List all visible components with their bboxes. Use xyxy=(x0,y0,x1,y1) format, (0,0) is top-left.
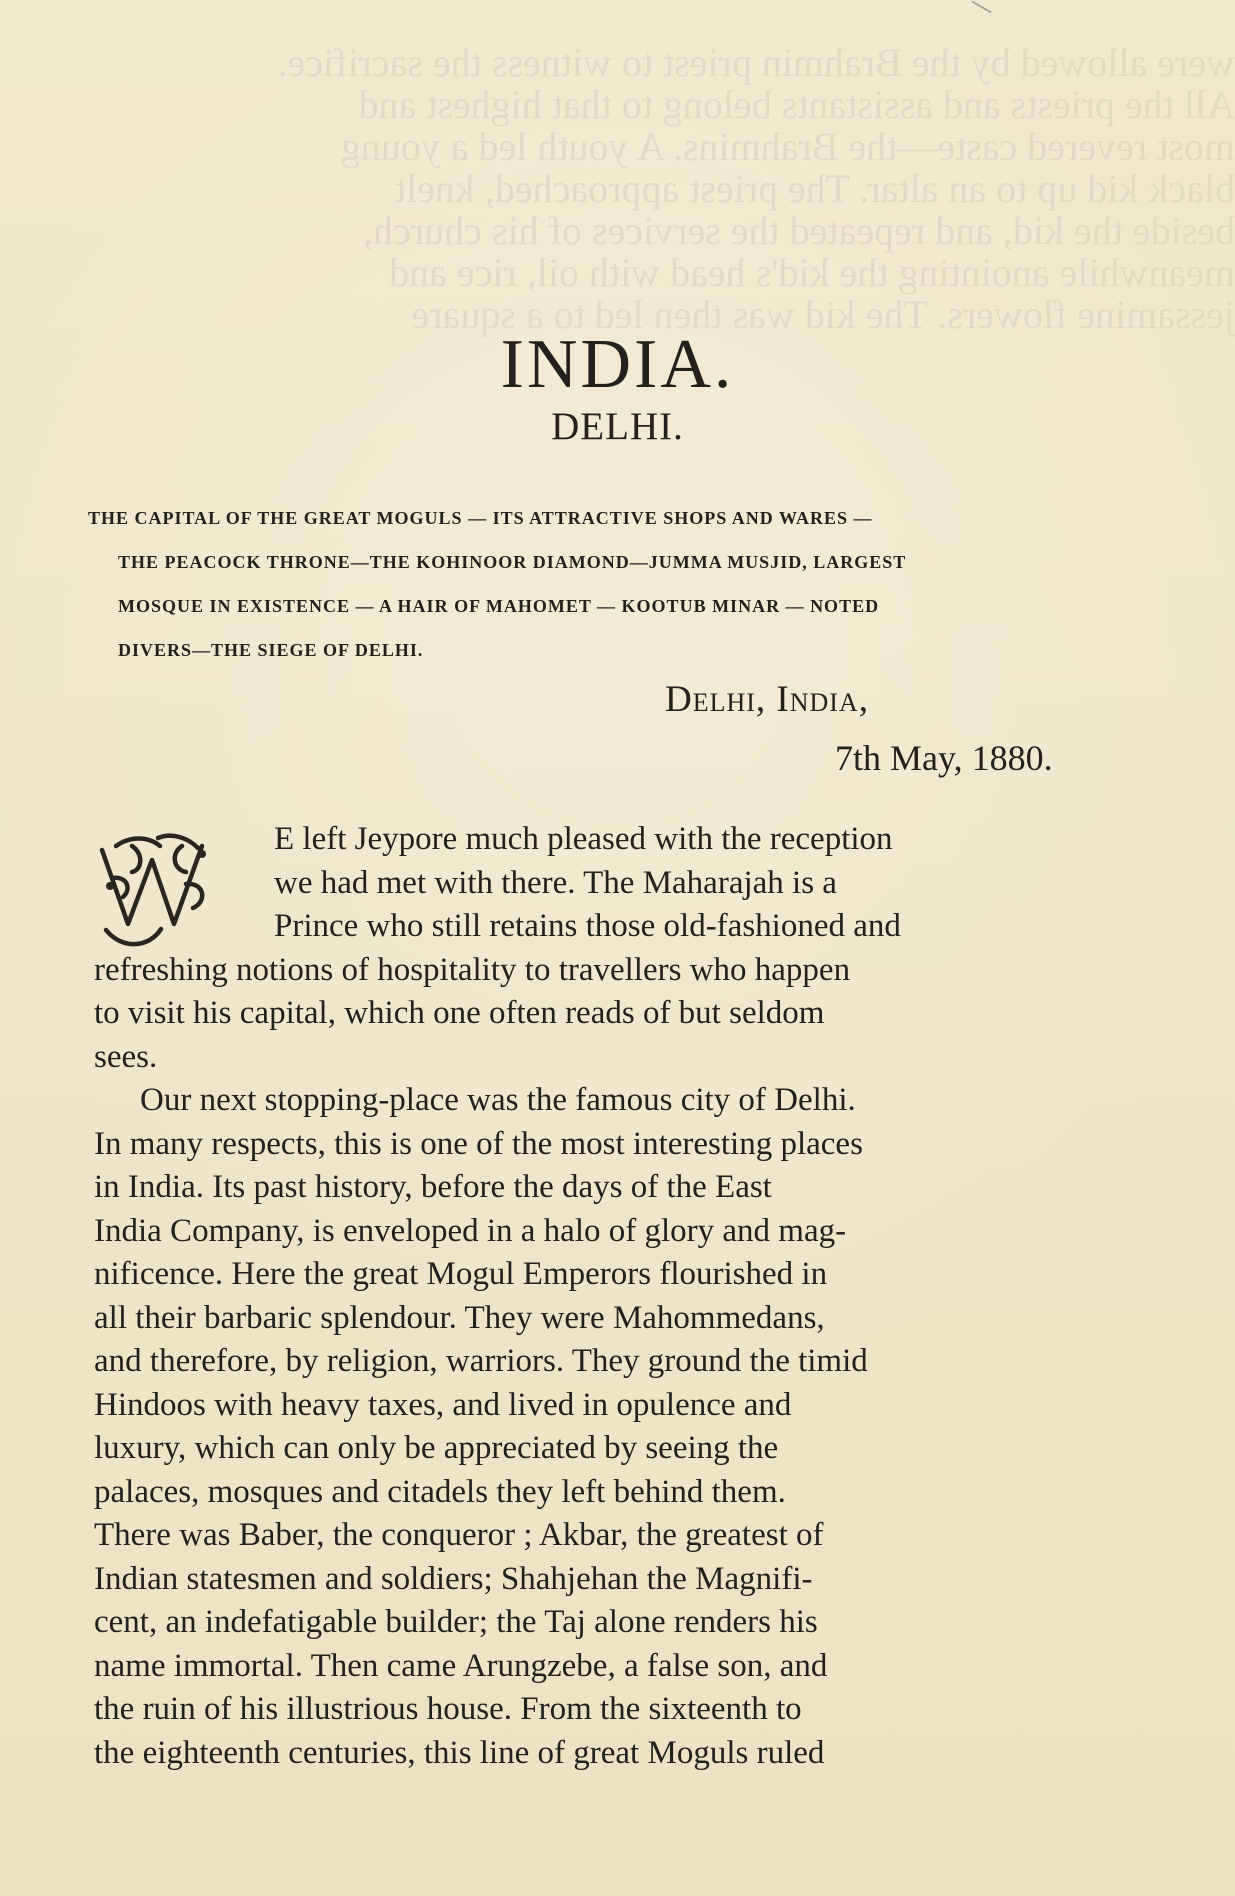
body-line: all their barbaric splendour. They were Mahommedans, xyxy=(94,1299,825,1336)
summary-line: THE CAPITAL OF THE GREAT MOGULS — ITS ATTRACTIVE SHOPS AND WARES — xyxy=(88,508,873,528)
summary-line: MOSQUE IN EXISTENCE — A HAIR OF MAHOMET — KOOTUB MINAR — NOTED xyxy=(118,596,880,616)
body-line: India Company, is enveloped in a halo of glory and mag- xyxy=(94,1212,847,1249)
letter-date: 7th May, 1880. xyxy=(835,738,1053,778)
body-line: name immortal. Then came Arungzebe, a false son, and xyxy=(94,1647,828,1684)
letter-place: Delhi, India, xyxy=(665,679,869,720)
body-line: refreshing notions of hospitality to travellers who happen xyxy=(94,951,851,988)
body-line: Our next stopping-place was the famous city of Delhi. xyxy=(140,1082,856,1118)
summary-line: THE PEACOCK THRONE—THE KOHINOOR DIAMOND—JUMMA MUSJID, LARGEST xyxy=(118,552,907,572)
chapter-summary xyxy=(88,496,1148,672)
body-line: sees. xyxy=(94,1038,158,1075)
chapter-title: INDIA. xyxy=(500,325,735,403)
body-line: In many respects, this is one of the most interesting places xyxy=(94,1125,863,1162)
body-text xyxy=(94,818,1144,1775)
body-line: nificence. Here the great Mogul Emperors flourished in xyxy=(94,1256,828,1292)
body-line: we had met with there. The Maharajah is a xyxy=(274,864,837,901)
body-line: Prince who still retains those old-fashioned and xyxy=(274,908,901,944)
body-line: palaces, mosques and citadels they left behind them. xyxy=(94,1473,786,1510)
body-line: the eighteenth centuries, this line of great Moguls ruled xyxy=(94,1734,825,1771)
body-line: Hindoos with heavy taxes, and lived in opulence and xyxy=(94,1386,792,1423)
body-line: E left Jeypore much pleased with the reception xyxy=(274,821,893,857)
body-line: There was Baber, the conqueror ; Akbar, the greatest of xyxy=(94,1517,824,1553)
summary-line: DIVERS—THE SIEGE OF DELHI. xyxy=(118,640,424,660)
body-line: luxury, which can only be appreciated by seeing the xyxy=(94,1430,779,1466)
paper-mark xyxy=(964,1,991,26)
body-line: and therefore, by religion, warriors. They ground the timid xyxy=(94,1343,868,1379)
body-line: in India. Its past history, before the days of the East xyxy=(94,1169,772,1205)
body-line: cent, an indefatigable builder; the Taj alone renders his xyxy=(94,1604,818,1640)
body-line: Indian statesmen and soldiers; Shahjehan the Magnifi- xyxy=(94,1560,813,1597)
chapter-subtitle: DELHI. xyxy=(551,405,684,448)
body-line: to visit his capital, which one often reads of but seldom xyxy=(94,995,825,1031)
body-line: the ruin of his illustrious house. From the sixteenth to xyxy=(94,1691,802,1727)
show-through-texture: were allowed by the Brahmin priest to witness the sacrifice. All the priests and assistants belong to that highest and most revered caste—the Brahmins. A youth led a young black kid up to an altar. The priest approached, knelt beside the kid, and repeated the services of his church, meanwhile anointing the kid's head with oil, rice and jessamine flowers. The kid was then led to a square xyxy=(277,40,1235,337)
